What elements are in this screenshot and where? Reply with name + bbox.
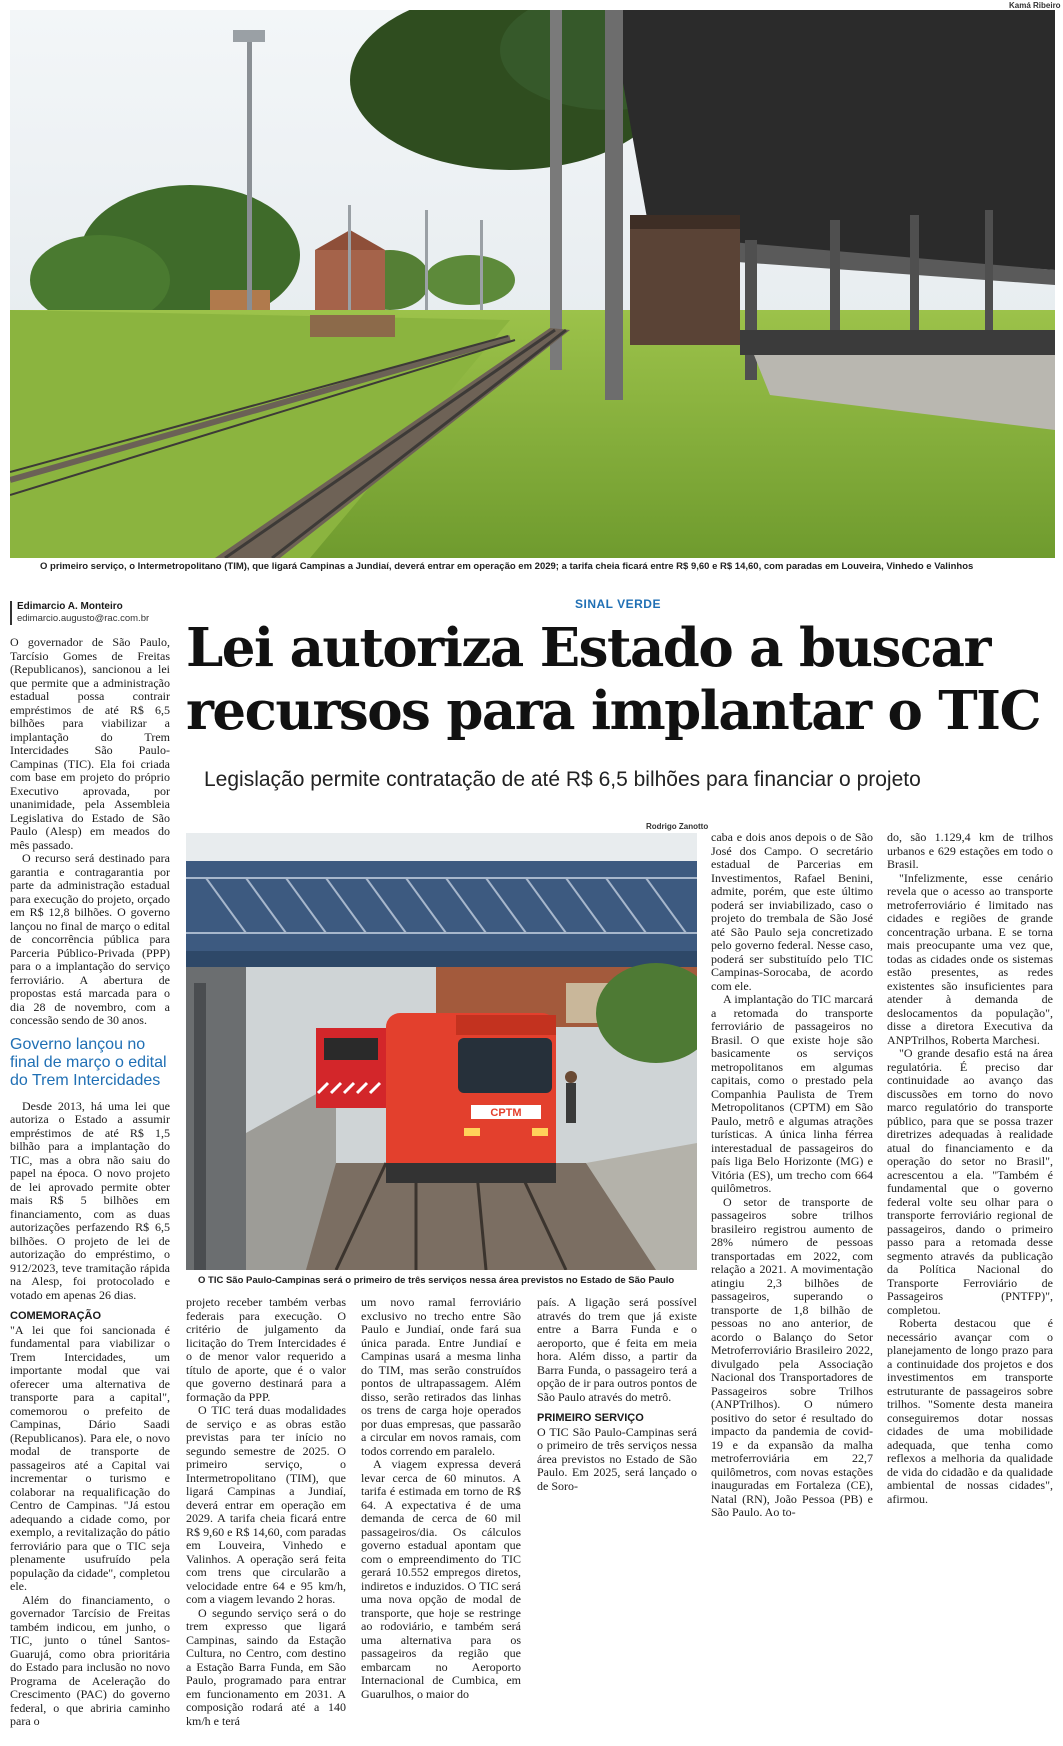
column-2 — [186, 1296, 346, 1728]
col5-paragraph-3: O setor de transporte de passageiros sobre trilhos brasileiro registrou aumento de 28% número de pessoas transportadas em 2022, com relação a 2021. A movimentação atingiu 2,3 bilhões de passageiros, superando o transporte de 1,8 bilhão de pessoas no ano anterior, de acordo o Balanço do Setor Metroferroviário Brasileiro 2022, divulgado pela Associação Nacional dos Transportadores de Passageiros sobre Trilhos (ANPTrilhos). O número positivo do setor é resultado do impacto da pandemia de covid-19 e da expansão da malha metroferroviária em 22,7 quilômetros, com novas estações inauguradas em Fortaleza (CE), Natal (RN), João Pessoa (PB) e São Paulo. Ao to- — [711, 1194, 873, 1519]
train-logo-label: CPTM — [490, 1107, 522, 1119]
column-1 — [10, 636, 170, 1729]
col3-paragraph-1: um novo ramal ferroviário exclusivo no trecho entre São Paulo e Jundiaí, onde fará sua única parada. Entre Jundiaí e Campinas usará a mesma linha do TIM, mas serão construídos pontos de ultrapassagem. Além disso, serão retirados das linhas os trens de carga hoje operados por duas empresas, que passarão a circular em novos ramais, com todos correndo em paralelo. — [361, 1295, 521, 1458]
column-4 — [537, 1296, 697, 1493]
author-byline — [10, 601, 150, 625]
col5-paragraph-1: caba e dois anos depois o de São José dos Campo. O secretário estadual de Parcerias em Investimentos, Rafael Benini, admite, porém, que este último poderá ser inviabilizado, caso o projeto do trembala de São José até São Paulo seja concretizado pelo governo federal. Nesse caso, poderá ser substituído pelo TIC Campinas-Sorocaba, de acordo com ele. — [711, 830, 873, 993]
col1-paragraph-1: O governador de São Paulo, Tarcísio Gomes de Freitas (Republicanos), sancionou a lei que permite que a administração estadual possa contrair empréstimos de até R$ 6,5 bilhões para viabilizar a implantação do Trem Intercidades São Paulo-Campinas (TIC). Ela foi criada com base em projeto do próprio Executivo aprovada, por unanimidade, pela Assembleia Legislativa do Estado de São Paulo (Alesp) em meados do mês passado. — [10, 635, 170, 852]
col3-paragraph-2: A viagem expressa deverá levar cerca de 60 minutos. A tarifa é estimada em torno de R$ 64. A expectativa é de uma demanda de cerca de 60 mil passageiros/dia. Os cálculos governo estadual apontam que com o empreendimento do TIC gerará 10.552 empregos diretos, indiretos e induzidos. O TIC será uma nova opção de modal de transporte, que hoje se restringe ao rodoviário, e também será uma alternativa para os passageiros da região que embarcam no Aeroporto Internacional de Cumbica, em Guarulhos, o maior do — [361, 1457, 521, 1701]
col5-paragraph-2: A implantação do TIC marcará a retomada do transporte ferroviário de passageiros no Brasil. O que existe hoje são basicamente os serviços metropolitanos em algumas capitais, como o prestado pela Companhia Paulista de Trem Metropolitanos (CPTM) em São Paulo, metrô e algumas atrações turísticas. A única linha férrea interestadual de passageiros do país liga Belo Horizonte (MG) e Vitória (ES), um trecho com 664 quilômetros. — [711, 992, 873, 1195]
top-photo-credit: Kamá Ribeiro — [1009, 1, 1061, 10]
col1-paragraph-3: Desde 2013, há uma lei que autoriza o Estado a assumir empréstimos de até R$ 1,5 bilhão para a implantação do TIC, mas a obra não saiu do papel na época. O novo projeto de lei aprovado permite obter mais R$ 5 bilhões em financiamento, com as duas autorizações perfazendo R$ 6,5 bilhões. O projeto de lei de autorização do empréstimo, o 912/2023, teve tramitação rápida na Alesp, foi protocolado e votado em apenas 26 dias. — [10, 1098, 170, 1302]
top-photo — [10, 10, 1055, 558]
col4-paragraph-2: O TIC São Paulo-Campinas será o primeiro de três serviços nessa área previstos no Estado de São Paulo. Em 2025, será lançado o de Soro- — [537, 1424, 697, 1493]
subheadline: Legislação permite contratação de até R$ 6,5 bilhões para financiar o projeto — [204, 768, 921, 791]
col1-paragraph-2: O recurso será destinado para garantia e contragarantia por parte da administração estadual para execução do projeto, orçado em R$ 12,8 bilhões. O governo lançou no final de março o edital de concorrência pública para Parceria Público-Privada (PPP) para o a implantação do serviço ferroviário. A abertura de propostas está marcada para o dia 28 de novembro, com a concessão sendo de 30 anos. — [10, 851, 170, 1027]
col2-paragraph-2: O TIC terá duas modalidades de serviço e as obras estão previstas para ter início no segundo semestre de 2025. O primeiro serviço, o Intermetropolitano (TIM), que ligará Campinas a Jundiaí, deverá entrar em operação em 2029. A tarifa cheia ficará entre R$ 9,60 e R$ 14,60, com paradas em Louveira, Vinhedo e Valinhos. A operação será feita com trens que circularão a velocidade entre 64 e 95 km/h, com a viagem levando 2 horas. — [186, 1403, 346, 1606]
author-name: Edimarcio A. Monteiro — [17, 601, 123, 612]
col4-subheading: PRIMEIRO SERVIÇO — [537, 1412, 644, 1424]
col6-paragraph-3: "O grande desafio está na área regulatória. É preciso dar continuidade ao avanço das discussões em torno do novo marco regulatório do transporte público, para que se possa trazer diretrizes adequadas à realidade atual do financiamento e da operação do setor no Brasil", acrescentou a ela. "Também é fundamental que o governo federal volte seu olhar para o transporte ferroviário regional de passageiros, dando o primeiro passo para a retomada desse segmento através da publicação da Política Nacional do Transporte Ferroviário de Passageiros (PNTFP)", completou. — [887, 1046, 1053, 1317]
author-email: edimarcio.augusto@rac.com.br — [17, 613, 150, 624]
column-3 — [361, 1296, 521, 1701]
top-photo-caption: O primeiro serviço, o Intermetropolitano (TIM), que ligará Campinas a Jundiaí, deverá entrar em operação em 2029; a tarifa cheia ficará entre R$ 9,60 e R$ 14,60, com paradas em Louveira, Vinhedo e Valinhos — [40, 561, 974, 572]
mid-photo — [186, 833, 697, 1270]
column-6 — [887, 831, 1053, 1506]
col2-paragraph-3: O segundo serviço será o do trem expresso que ligará Campinas, saindo da Estação Cultura, no Centro, com destino a Estação Barra Funda, em São Paulo, programado para entrar em funcionamento em 2031. A composição rodará até a 140 km/h e terá — [186, 1605, 346, 1728]
col4-paragraph-1: país. A ligação será possível através do trem que já existe entre a Barra Funda e o aeroporto, que é feita em meia hora. Além disso, a partir da Barra Funda, o passageiro terá a opção de ir para outros pontos de São Paulo através do metrô. — [537, 1295, 697, 1404]
col2-paragraph-1: projeto receber também verbas federais para execução. O critério de julgamento da licitação do Trem Intercidades é o de menor valor requerido a título de aporte, que é o valor que governo destinará para a formação da PPP. — [186, 1295, 346, 1404]
col6-paragraph-2: "Infelizmente, esse cenário revela que o acesso ao transporte metroferroviário é limitado nas cidades e regiões de grande concentração urbana. E se torna mais preocupante uma vez que, todas as cidades onde os sistemas estão presentes, as redes existentes são insuficientes para atender à demanda de deslocamentos da população", disse a diretora Executiva da ANPTrilhos, Roberta Marchesi. — [887, 870, 1053, 1047]
col1-paragraph-4: "A lei que foi sancionada é fundamental para viabilizar o Trem Intercidades, um importante modal que vai oferecer uma alternativa de transporte para a capital", comemorou o prefeito de Campinas, Dário Saadi (Republicanos). Para ele, o novo modal de transporte de passageiros até a Capital vai incrementar o turismo e colaborar na requalificação do Centro de Campinas. "Já estou adequando a cidade como, por exemplo, a revitalização do pátio ferroviário para que o TIC seja plenamente usufruído pela população da cidade", completou ele. — [10, 1322, 170, 1593]
mid-photo-credit: Rodrigo Zanotto — [646, 822, 709, 831]
col6-paragraph-4: Roberta destacou que é necessário avançar com o planejamento de longo prazo para a continuidade dos projetos e dos investimentos em transporte estruturante de passageiros sobre trilhos. "Somente desta maneira conseguiremos dotar nossas cidades de uma mobilidade adequada, que tenha como reflexos a melhoria da qualidade de vida do cidadão e da qualidade ambiental de nossas cidades", afirmou. — [887, 1316, 1053, 1506]
section-kicker: SINAL VERDE — [575, 597, 661, 611]
column-5 — [711, 831, 873, 1520]
col1-highlight: Governo lançou no final de março o edital do Trem Intercidades — [10, 1035, 167, 1089]
col1-subheading: COMEMORAÇÃO — [10, 1310, 102, 1322]
col6-paragraph-1: do, são 1.129,4 km de trilhos urbanos e 629 estações em todo o Brasil. — [887, 830, 1053, 871]
col1-paragraph-5: Além do financiamento, o governador Tarcísio de Freitas também indicou, em junho, o TIC, junto o túnel Santos-Guarujá, como obra prioritária do Estado para inclusão no novo Programa de Aceleração do Crescimento (PAC) do governo federal, o que abriria caminho para o — [10, 1592, 170, 1728]
mid-photo-caption: O TIC São Paulo-Campinas será o primeiro de três serviços nessa área previstos no Estado de São Paulo — [198, 1275, 675, 1286]
headline: Lei autoriza Estado a buscar recursos para implantar o TIC — [186, 617, 1041, 742]
